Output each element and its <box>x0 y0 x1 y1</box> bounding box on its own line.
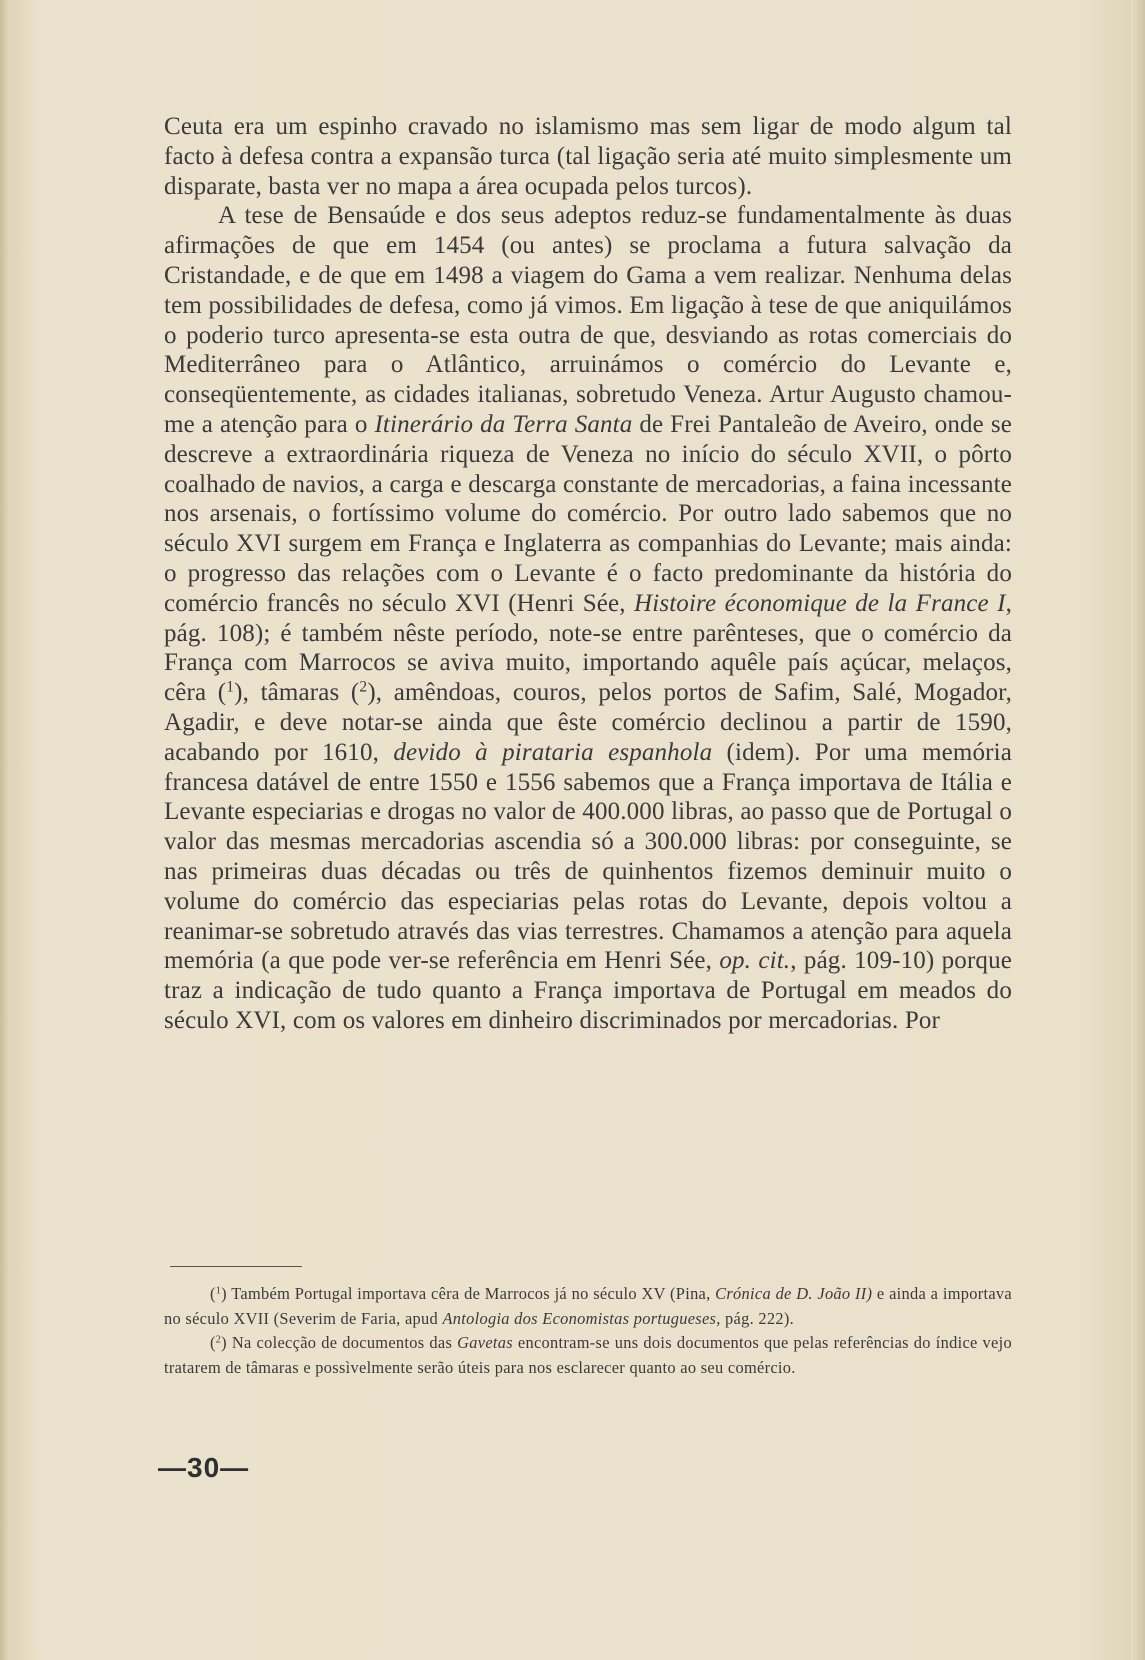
text-run: Ceuta era um espinho cravado no islamismo mas sem ligar de modo algum tal facto à defesa contra a expansão turca (tal ligação seria até muito simplesmente um disparate, basta ver no mapa a área ocupada pelos turcos). <box>164 113 1012 200</box>
page-number: —30— <box>158 1452 250 1483</box>
text-run: ( <box>210 1333 216 1352</box>
footnote <box>164 1331 1012 1380</box>
text-run: ) Também Portugal importava cêra de Marrocos já no século XV (Pina, <box>221 1284 716 1303</box>
text-run: pág. 222). <box>720 1308 795 1328</box>
page-right-edge <box>1131 0 1145 1660</box>
text-run: , pág. 109-10) porque traz a indicação de tudo quanto a França importava de Portugal em meados do século XVI, com os valores em dinheiro discriminados por mercadorias. Por <box>164 947 1012 1034</box>
text-run: de Frei Pantaleão de Aveiro, onde se descreve a extraordinária riqueza de Veneza no início do século XVII, o pôrto coalhado de navios, a carga e descarga constante de mercadorias, a faina incessante nos arsenais, o fortíssimo volume do comércio. Por outro lado sabemos que no século XVI surgem em França e Inglaterra as companhias do Levante; mais ainda: o progresso das relações com o Levante é o facto predominante da história do comércio francês no século XVI (Henri Sée, <box>164 410 1012 617</box>
text-run: ) Na colecção de documentos das <box>221 1333 458 1352</box>
text-run: e ainda a importava no século XVII (Severim de Faria, apud <box>164 1284 1013 1328</box>
body-paragraph <box>164 201 1012 1035</box>
footnote-marker: 2 <box>215 1334 222 1346</box>
italic-text: op. cit. <box>719 947 791 975</box>
text-run: (idem). Por uma memória francesa datável de entre 1550 e 1556 sabemos que a França importava de Itália e Levante especiarias e drogas no valor de 400.000 libras, ao passo que de Portugal o valor das mesmas mercadorias ascendia só a 300.000 libras: por conseguinte, se nas primeiras duas décadas ou três de quinhentos fizemos deminuir muito o volume do comércio das especiarias pelas rotas do Levante, depois voltou a reanimar-se sobretudo através das vias terrestres. Chamamos a atenção para aquela memória (a que pode ver-se referência em Henri Sée, <box>164 738 1012 975</box>
italic-text: Crónica de D. João II) <box>715 1284 873 1303</box>
page-left-edge <box>0 0 10 1660</box>
text-run: ), amêndoas, couros, pelos portos de Safim, Salé, Mogador, Agadir, e deve notar-se ainda que êste comércio declinou a partir de 1590, acabando por 1610, <box>164 679 1013 766</box>
italic-text: Antologia dos Economistas portugueses, <box>442 1308 721 1328</box>
italic-text: Histoire économique de la France I <box>634 589 1006 617</box>
footnote-separator <box>170 1266 302 1267</box>
italic-text: Itinerário da Terra Santa <box>374 410 633 438</box>
text-run: A tese de Bensaúde e dos seus adeptos reduz-se fundamentalmente às duas afirmações de que em 1454 (ou antes) se proclama a futura salvação da Cristandade, e de que em 1498 a viagem do Gama a vem realizar. Nenhuma delas tem possibilidades de defesa, como já vimos. Em ligação à tese de que aniquilámos o poderio turco apresenta-se esta outra de que, desviando as rotas comerciais do Mediterrâneo para o Atlântico, arruinámos o comércio do Levante e, conseqüentemente, as cidades italianas, sobretudo Veneza. Artur Augusto chamou-me a atenção para o <box>164 202 1012 438</box>
text-run: ), tâmaras ( <box>234 679 360 707</box>
footnote-marker: 1 <box>215 1285 222 1297</box>
body-text <box>164 112 1012 1036</box>
footnote-marker: 2 <box>359 678 368 696</box>
footnotes <box>164 1282 1012 1380</box>
text-run: , pág. 108); é também nêste período, note-se entre parênteses, que o comércio da França com Marrocos se aviva muito, importando aquêle país açúcar, melaços, cêra ( <box>164 589 1012 707</box>
footnote <box>164 1282 1012 1331</box>
italic-text: devido à pirataria espanhola <box>393 738 713 766</box>
text-run: ( <box>210 1284 216 1303</box>
footnote-marker: 1 <box>226 678 235 696</box>
italic-text: Gavetas <box>457 1333 513 1352</box>
text-run: encontram-se uns dois documentos que pelas referências do índice vejo tratarem de tâmaras e possìvelmente serão úteis para nos esclarecer quanto ao seu comércio. <box>164 1333 1012 1377</box>
body-paragraph <box>164 112 1012 201</box>
